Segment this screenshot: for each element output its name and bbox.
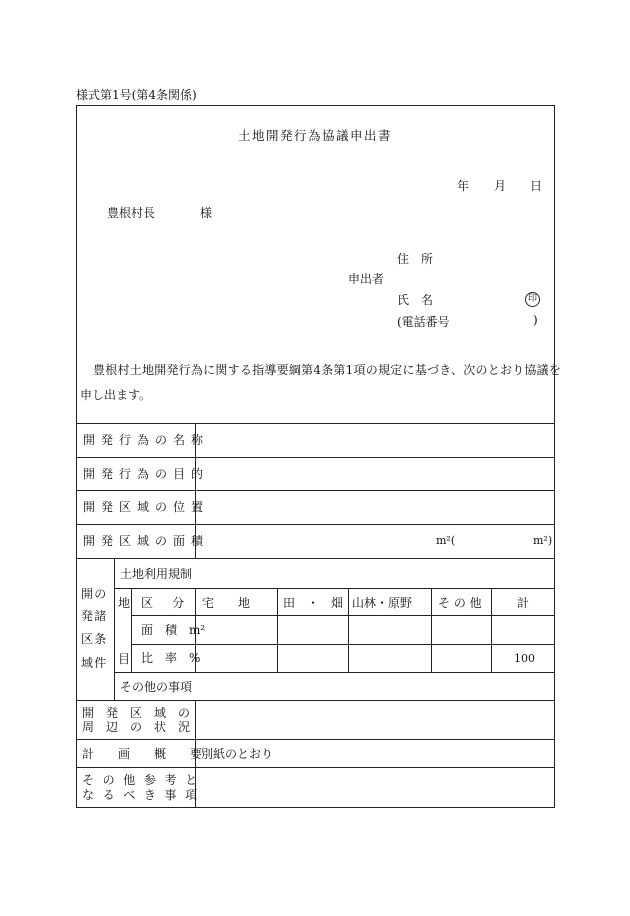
reference-label-1: そ の 他 参 考 と: [82, 773, 200, 787]
addressee-honorific: 様: [200, 206, 213, 220]
conditions-label-4: 域件: [81, 656, 108, 670]
name-label: 氏 名: [397, 293, 434, 307]
area-unit-2: m²): [533, 534, 553, 547]
plan-label: 計 画 概 要: [82, 747, 203, 761]
document-title: 土地開発行為協議申出書: [237, 128, 392, 143]
date-day: 日: [530, 179, 543, 193]
date-year: 年: [457, 179, 470, 193]
table-line: [76, 457, 555, 458]
table-line: [76, 739, 555, 740]
conditions-label-3: 区条: [81, 632, 108, 646]
table-line: [76, 490, 555, 491]
plan-value: 別紙のとおり: [201, 747, 274, 761]
table-vline: [114, 558, 115, 700]
hiritsu-label: 比 率 %: [141, 651, 201, 665]
table-vline: [431, 588, 432, 672]
category-takuchi: 宅 地: [202, 596, 251, 610]
table-vline: [491, 588, 492, 672]
addressee-name: 豊根村長: [107, 206, 156, 220]
conditions-label-1: 開の: [81, 587, 108, 601]
form-label: 様式第1号(第4条関係): [76, 88, 197, 102]
seal-mark: [525, 290, 540, 307]
row-label-purpose: 開発行為の目的: [83, 467, 210, 481]
chimoku-moku: 目: [118, 652, 131, 666]
table-top-line: [76, 423, 555, 424]
date-month: 月: [494, 179, 507, 193]
table-vline: [131, 588, 132, 672]
row-label-location: 開発区域の位置: [83, 500, 210, 514]
table-line: [76, 700, 555, 701]
menseki-label: 面 積 m²: [141, 623, 206, 637]
category-ta-hata: 田 ・ 畑: [283, 596, 344, 610]
chimoku-chi: 地: [118, 596, 131, 610]
category-total: 計: [517, 596, 530, 610]
total-ratio-value: 100: [514, 652, 535, 665]
table-line: [76, 524, 555, 525]
kubun-label: 区 分: [141, 596, 188, 610]
category-other: そ の 他: [438, 596, 482, 610]
surroundings-label-2: 周 辺 の 状 況: [82, 720, 191, 734]
address-label: 住 所: [397, 252, 434, 266]
phone-close: ): [533, 313, 538, 327]
table-line: [114, 672, 555, 673]
reference-label-2: な る べ き 事 項: [82, 788, 200, 802]
row-label-area: 開発区域の面積: [83, 534, 210, 548]
table-line: [114, 588, 555, 589]
table-vline: [277, 588, 278, 672]
other-matters-label: その他の事項: [120, 680, 193, 694]
applicant-label: 申出者: [348, 272, 385, 286]
table-vline: [348, 588, 349, 672]
land-use-regulation: 土地利用規制: [120, 567, 193, 581]
table-line: [76, 558, 555, 559]
conditions-label-2: 発諸: [81, 609, 108, 623]
phone-open: (電話番号: [397, 315, 450, 329]
area-unit-1: m²(: [436, 534, 456, 547]
surroundings-label-1: 開 発 区 域 の: [82, 706, 191, 720]
category-sanrin: 山林・原野: [352, 596, 413, 610]
table-line: [76, 767, 555, 768]
body-text-line2: 申し出ます。: [80, 388, 152, 402]
seal-icon: 印: [525, 292, 540, 307]
body-text-line1: 豊根村土地開発行為に関する指導要綱第4条第1項の規定に基づき、次のとおり協議を: [93, 363, 562, 377]
row-label-name: 開発行為の名称: [83, 433, 210, 447]
